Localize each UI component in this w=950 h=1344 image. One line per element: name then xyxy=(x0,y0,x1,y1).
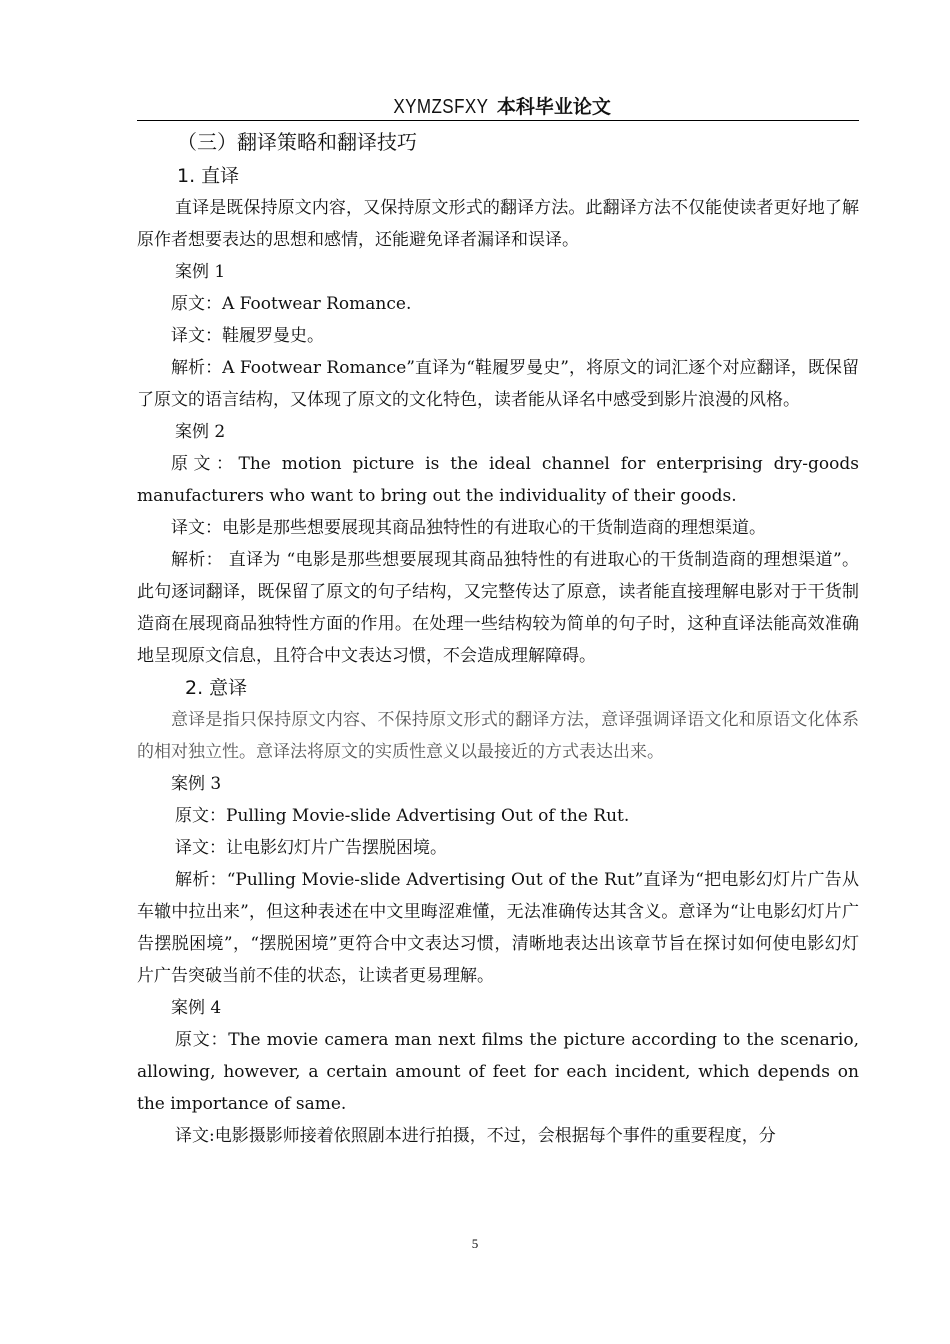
case-1-label: 案例 1 xyxy=(175,262,226,282)
case-2-label: 案例 2 xyxy=(175,422,226,442)
case-3-original: 原文：Pulling Movie-slide Advertising Out of the Rut. xyxy=(175,806,630,826)
case-2-original: 原文：The motion picture is the ideal channel for enterprising dry-goods manufacturers who want to bring out the individuality of their goods. xyxy=(137,454,859,506)
section-title: （三）翻译策略和翻译技巧 xyxy=(177,130,417,154)
subsection-literal-title: 1. 直译 xyxy=(177,165,240,187)
case-2-translation: 译文：电影是那些想要展现其商品独特性的有进取心的干货制造商的理想渠道。 xyxy=(171,518,766,538)
subsection-free-title: 2. 意译 xyxy=(185,677,248,699)
header-latin-text: XYMZSFXY xyxy=(393,96,489,118)
case-4-original: 原文：The movie camera man next films the picture according to the scenario, allowing, however, a certain amount of feet for each incident, which depends on the importance of same. xyxy=(137,1030,859,1114)
case-1-translation: 译文：鞋履罗曼史。 xyxy=(171,326,324,346)
free-definition-paragraph: 意译是指只保持原文内容、不保持原文形式的翻译方法，意译强调译语文化和原语文化体系的相对独立性。意译法将原文的实质性意义以最接近的方式表达出来。 xyxy=(137,710,859,762)
case-1-original: 原文：A Footwear Romance. xyxy=(171,294,412,314)
literal-definition-paragraph: 直译是既保持原文内容，又保持原文形式的翻译方法。此翻译方法不仅能使读者更好地了解原作者想要表达的思想和感情，还能避免译者漏译和误译。 xyxy=(137,198,859,250)
case-1-analysis: 解析：A Footwear Romance”直译为“鞋履罗曼史”，将原文的词汇逐个对应翻译，既保留了原文的语言结构，又体现了原文的文化特色，读者能从译名中感受到影片浪漫的风格。 xyxy=(137,358,859,410)
case-2-analysis: 解析： 直译为 “电影是那些想要展现其商品独特性的有进取心的干货制造商的理想渠道”。此句逐词翻译，既保留了原文的句子结构，又完整传达了原意，读者能直接理解电影对于干货制造商在展现商品独特性方面的作用。在处理一些结构较为简单的句子时，这种直译法能高效准确地呈现原文信息，且符合中文表达习惯，不会造成理解障碍。 xyxy=(137,550,859,666)
case-3-translation: 译文：让电影幻灯片广告摆脱困境。 xyxy=(175,838,447,858)
case-4-translation: 译文:电影摄影师接着依照剧本进行拍摄，不过，会根据每个事件的重要程度，分 xyxy=(175,1126,776,1146)
case-3-analysis: 解析：“Pulling Movie-slide Advertising Out of the Rut”直译为“把电影幻灯片广告从车辙中拉出来”，但这种表述在中文里晦涩难懂，无法准确传达其含义。意译为“让电影幻灯片广告摆脱困境”，“摆脱困境”更符合中文表达习惯，清晰地表达出该章节旨在探讨如何使电影幻灯片广告突破当前不佳的状态，让读者更易理解。 xyxy=(137,870,859,986)
header-cjk-text: 本科毕业论文 xyxy=(496,96,611,118)
case-3-label: 案例 3 xyxy=(171,774,222,794)
page-number: 5 xyxy=(471,1236,479,1251)
page-content xyxy=(137,120,859,1152)
case-4-label: 案例 4 xyxy=(171,998,222,1018)
page-header xyxy=(137,92,859,121)
